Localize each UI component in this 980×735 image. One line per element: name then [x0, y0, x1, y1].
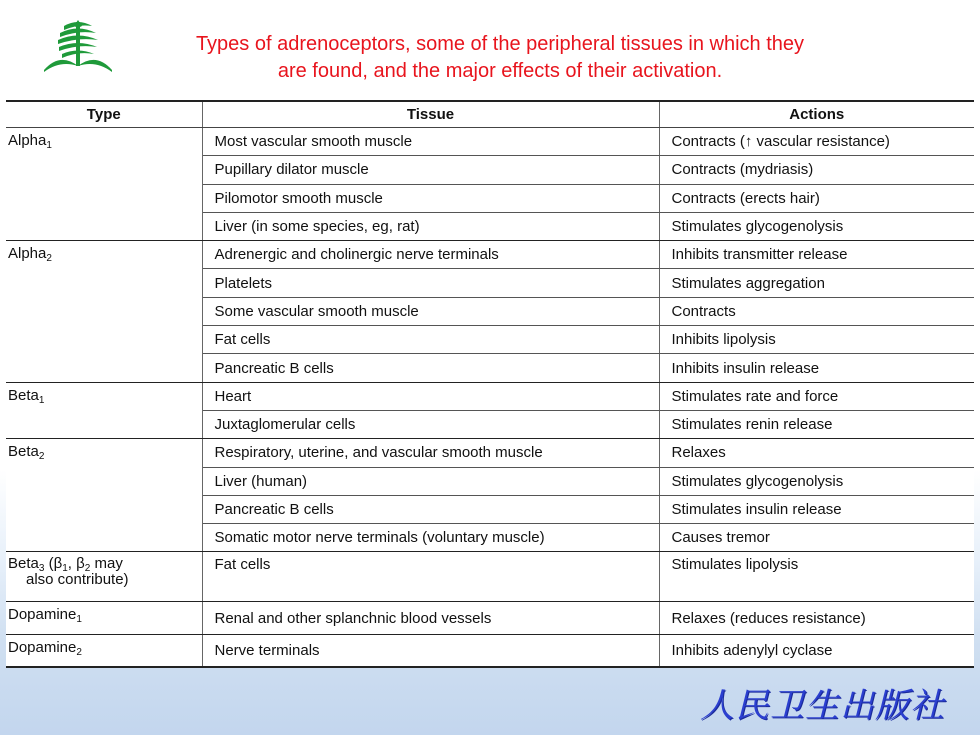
tissue-cell: Platelets [202, 269, 659, 297]
action-cell: Stimulates rate and force [659, 382, 974, 410]
action-cell: Inhibits transmitter release [659, 241, 974, 269]
table-row [6, 634, 974, 667]
table-header-row [6, 101, 974, 128]
type-subscript: 1 [46, 140, 52, 151]
action-cell: Stimulates aggregation [659, 269, 974, 297]
table-row [6, 552, 974, 602]
action-cell: Relaxes [659, 439, 974, 467]
type-label: Dopamine [8, 606, 77, 624]
type-label: Alpha [8, 132, 47, 149]
action-cell: Causes tremor [659, 524, 974, 552]
type-label: Dopamine [8, 638, 77, 656]
type-note: (β [44, 555, 63, 573]
type-subscript: 1 [76, 614, 82, 626]
action-cell: Contracts (↑ vascular resistance) [659, 128, 974, 156]
type-cell [6, 439, 202, 552]
type-cell [6, 634, 202, 667]
type-note: may [90, 555, 123, 573]
tissue-cell: Fat cells [202, 326, 659, 354]
type-cell [6, 552, 202, 602]
type-label: Alpha [8, 245, 47, 263]
type-note-subscript: 1 [62, 563, 68, 575]
tissue-cell: Pupillary dilator muscle [202, 156, 659, 184]
action-cell: Contracts (mydriasis) [659, 156, 974, 184]
tissue-cell: Juxtaglomerular cells [202, 410, 659, 438]
action-cell: Stimulates lipolysis [659, 552, 974, 602]
table-row [6, 241, 974, 269]
slide-title [150, 31, 850, 85]
table-row [6, 602, 974, 634]
action-cell: Stimulates renin release [659, 410, 974, 438]
type-cell [6, 382, 202, 439]
header-type: Type [6, 101, 202, 128]
table-row [6, 382, 974, 410]
type-label: Beta [8, 443, 39, 461]
slide-title-line-1: Types of adrenoceptors, some of the peripheral tissues in which they [195, 33, 805, 55]
tissue-cell: Respiratory, uterine, and vascular smooth muscle [202, 439, 659, 467]
tissue-cell: Adrenergic and cholinergic nerve terminals [202, 241, 659, 269]
leaf-plant-logo-icon [42, 14, 114, 76]
action-cell: Contracts (erects hair) [659, 184, 974, 212]
type-note-line-2: also contribute) [26, 571, 129, 589]
publisher-logo: 人民卫生出版社 [700, 686, 945, 726]
tissue-cell: Most vascular smooth muscle [202, 128, 659, 156]
type-cell [6, 128, 202, 241]
tissue-cell: Somatic motor nerve terminals (voluntary muscle) [202, 524, 659, 552]
action-cell: Stimulates glycogenolysis [659, 212, 974, 240]
action-cell: Stimulates insulin release [659, 495, 974, 523]
type-subscript: 2 [38, 451, 45, 463]
type-cell [6, 241, 202, 382]
tissue-cell: Some vascular smooth muscle [202, 297, 659, 325]
tissue-cell: Nerve terminals [202, 634, 659, 667]
action-cell: Relaxes (reduces resistance) [659, 602, 974, 634]
header-actions: Actions [659, 101, 974, 128]
action-cell: Stimulates glycogenolysis [659, 467, 974, 495]
tissue-cell: Pancreatic B cells [202, 495, 659, 523]
tissue-cell: Liver (in some species, eg, rat) [202, 212, 659, 240]
header-tissue: Tissue [202, 101, 659, 128]
type-label: Beta [8, 386, 39, 404]
action-cell: Inhibits insulin release [659, 354, 974, 382]
adrenoceptor-table-container [6, 100, 974, 668]
action-cell: Inhibits lipolysis [659, 326, 974, 354]
table-row [6, 128, 974, 156]
type-note-subscript: 2 [84, 563, 91, 575]
table-row [6, 439, 974, 467]
type-cell [6, 602, 202, 634]
tissue-cell: Liver (human) [202, 467, 659, 495]
tissue-cell: Renal and other splanchnic blood vessels [202, 602, 659, 634]
tissue-cell: Pilomotor smooth muscle [202, 184, 659, 212]
tissue-cell: Fat cells [202, 552, 659, 602]
type-note: , β [67, 555, 85, 573]
type-label: Beta [8, 555, 39, 573]
slide-title-line-2: are found, and the major effects of their activation. [277, 60, 723, 82]
action-cell: Inhibits adenylyl cyclase [659, 634, 974, 667]
type-subscript: 2 [76, 646, 82, 658]
adrenoceptor-table [6, 100, 974, 668]
type-subscript: 2 [46, 253, 52, 265]
action-cell: Contracts [659, 297, 974, 325]
tissue-cell: Heart [202, 382, 659, 410]
tissue-cell: Pancreatic B cells [202, 354, 659, 382]
type-subscript: 3 [38, 563, 45, 575]
type-subscript: 1 [38, 394, 45, 406]
